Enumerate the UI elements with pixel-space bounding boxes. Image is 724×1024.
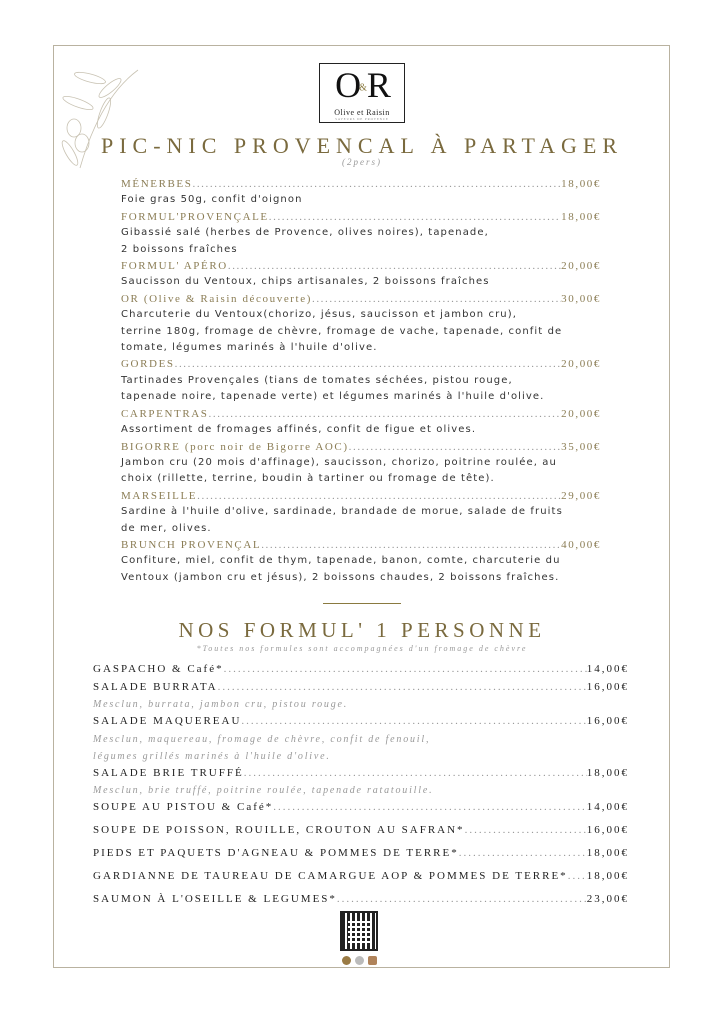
dot-leader	[241, 713, 586, 731]
item-price: 14,00€	[586, 663, 629, 675]
item-description: Tartinades Provençales (tians de tomates séchées, pistou rouge,	[121, 374, 513, 386]
web-icon[interactable]	[355, 956, 364, 965]
logo-tagline: SAVEURS DE PROVENCE	[335, 116, 389, 121]
item-description: Sardine à l'huile d'olive, sardinade, brandade de morue, salade de fruits	[121, 506, 563, 518]
dot-leader	[228, 258, 561, 274]
item-price: 18,00€	[561, 210, 601, 223]
item-description: Mesclun, burrata, jambon cru, pistou rouge.	[93, 699, 349, 710]
item-description: Jambon cru (20 mois d'affinage), saucisson, chorizo, poitrine roulée, au	[121, 456, 557, 468]
menu-item	[93, 661, 629, 679]
item-price: 16,00€	[586, 680, 629, 693]
item-description: Charcuterie du Ventoux(chorizo, jésus, saucisson et jambon cru),	[121, 309, 518, 321]
section-title-picnic: PIC-NIC PROVENCAL À PARTAGER	[100, 133, 624, 158]
item-name: SALADE MAQUEREAU	[93, 715, 242, 727]
dot-leader	[568, 868, 587, 886]
item-description: de mer, olives.	[121, 522, 212, 534]
dot-leader	[244, 765, 587, 783]
menu-item	[93, 868, 629, 886]
item-name: MARSEILLE	[121, 489, 198, 502]
menu-item	[93, 713, 629, 731]
item-name: MÉNERBES	[121, 178, 193, 190]
menu-item	[93, 845, 629, 863]
item-price: 14,00€	[586, 801, 629, 813]
item-price: 20,00€	[561, 260, 601, 273]
dot-leader	[261, 537, 561, 553]
dot-leader	[224, 661, 587, 679]
social-links	[342, 956, 377, 965]
item-name: SAUMON À L'OSEILLE & LEGUMES*	[93, 893, 337, 905]
item-name: SALADE BURRATA	[93, 680, 218, 693]
dot-leader	[349, 439, 562, 455]
item-price: 16,00€	[586, 824, 629, 836]
item-price: 16,00€	[586, 715, 629, 727]
dot-leader	[218, 679, 587, 697]
dot-leader	[459, 845, 587, 863]
item-price: 18,00€	[586, 847, 629, 859]
item-price: 20,00€	[561, 407, 601, 420]
item-price: 40,00€	[561, 538, 601, 551]
item-name: SALADE BRIE TRUFFÉ	[93, 766, 244, 779]
dot-leader	[312, 291, 561, 307]
menu-item	[121, 488, 601, 504]
divider	[323, 603, 401, 604]
item-price: 20,00€	[561, 358, 601, 371]
instagram-icon[interactable]	[368, 956, 377, 965]
menu-item	[121, 258, 601, 274]
item-name: GORDES	[121, 358, 175, 371]
item-price: 35,00€	[561, 440, 601, 453]
item-description: Mesclun, maquereau, fromage de chèvre, confit de fenouil,	[93, 733, 431, 745]
item-name: OR (Olive & Raisin découverte)	[121, 292, 312, 305]
qr-code[interactable]	[342, 913, 376, 949]
menu-item	[93, 822, 629, 840]
item-description: tomate, légumes marinés à l'huile d'olive.	[121, 342, 378, 354]
item-description: terrine 180g, fromage de chèvre, fromage de vache, tapenade, confit de	[121, 325, 563, 337]
item-name: FORMUL'PROVENÇALE	[121, 210, 269, 223]
menu-item	[121, 176, 601, 192]
item-price: 18,00€	[561, 178, 601, 190]
section-title-formulas: NOS FORMUL' 1 PERSONNE	[178, 618, 546, 642]
item-description: Confiture, miel, confit de thym, tapenade, banon, comte, charcuterie du	[121, 555, 561, 567]
item-description: Ventoux (jambon cru et jésus), 2 boissons chaudes, 2 boissons fraîches.	[121, 571, 560, 583]
menu-item	[93, 765, 629, 783]
item-description: choix (rillette, terrine, boudin à tartiner ou fromage de tête).	[121, 473, 495, 485]
dot-leader	[209, 406, 562, 422]
item-name: SOUPE AU PISTOU & Café*	[93, 801, 274, 813]
dot-leader	[273, 799, 586, 817]
picnic-menu-list	[121, 176, 601, 586]
facebook-icon[interactable]	[342, 956, 351, 965]
menu-item	[93, 679, 629, 697]
logo-name: Olive et Raisin	[334, 107, 390, 117]
item-name: GASPACHO & Café*	[93, 663, 224, 675]
menu-item	[93, 799, 629, 817]
item-description: Mesclun, brie truffé, poitrine roulée, tapenade ratatouille.	[93, 785, 434, 796]
item-price: 29,00€	[561, 489, 601, 502]
item-name: FORMUL' APÉRO	[121, 260, 228, 273]
dot-leader	[197, 488, 561, 504]
dot-leader	[175, 356, 562, 372]
item-name: CARPENTRAS	[121, 407, 209, 420]
menu-item	[121, 406, 601, 422]
item-description: Assortiment de fromages affinés, confit de figue et olives.	[121, 424, 477, 436]
item-name: BIGORRE (porc noir de Bigorre AOC)	[121, 440, 349, 453]
item-name: BRUNCH PROVENÇAL	[121, 538, 262, 551]
dot-leader	[465, 822, 587, 840]
item-name: PIEDS ET PAQUETS D'AGNEAU & POMMES DE TERRE*	[93, 847, 459, 859]
menu-item	[121, 537, 601, 553]
item-description: tapenade noire, tapenade verte) et légumes marinés à l'huile d'olive.	[121, 391, 545, 403]
item-description: Foie gras 50g, confit d'oignon	[121, 194, 303, 206]
menu-item	[121, 209, 601, 225]
menu-item	[121, 439, 601, 455]
menu-item	[121, 356, 601, 372]
item-price: 18,00€	[586, 766, 629, 779]
item-price: 23,00€	[586, 893, 629, 905]
item-name: GARDIANNE DE TAUREAU DE CAMARGUE AOP & POMMES DE TERRE*	[93, 870, 568, 882]
formulas-menu-list	[93, 661, 629, 914]
logo: O&R Olive et Raisin SAVEURS DE PROVENCE	[319, 63, 405, 123]
formulas-note: *Toutes nos formules sont accompagnées d'un fromage de chèvre	[196, 644, 528, 653]
item-description: 2 boissons fraîches	[121, 243, 238, 255]
dot-leader	[192, 176, 561, 192]
dot-leader	[269, 209, 561, 225]
section-subtitle: (2pers)	[342, 157, 382, 167]
item-price: 18,00€	[586, 870, 629, 882]
menu-item	[121, 291, 601, 307]
item-description: légumes grillés marinés à l'huile d'olive.	[93, 750, 331, 762]
item-description: Saucisson du Ventoux, chips artisanales, 2 boissons fraîches	[121, 276, 490, 288]
item-description: Gibassié salé (herbes de Provence, olives noires), tapenade,	[121, 227, 489, 239]
item-price: 30,00€	[561, 292, 601, 305]
dot-leader	[337, 891, 587, 909]
menu-item	[93, 891, 629, 909]
item-name: SOUPE DE POISSON, ROUILLE, CROUTON AU SAFRAN*	[93, 824, 465, 836]
